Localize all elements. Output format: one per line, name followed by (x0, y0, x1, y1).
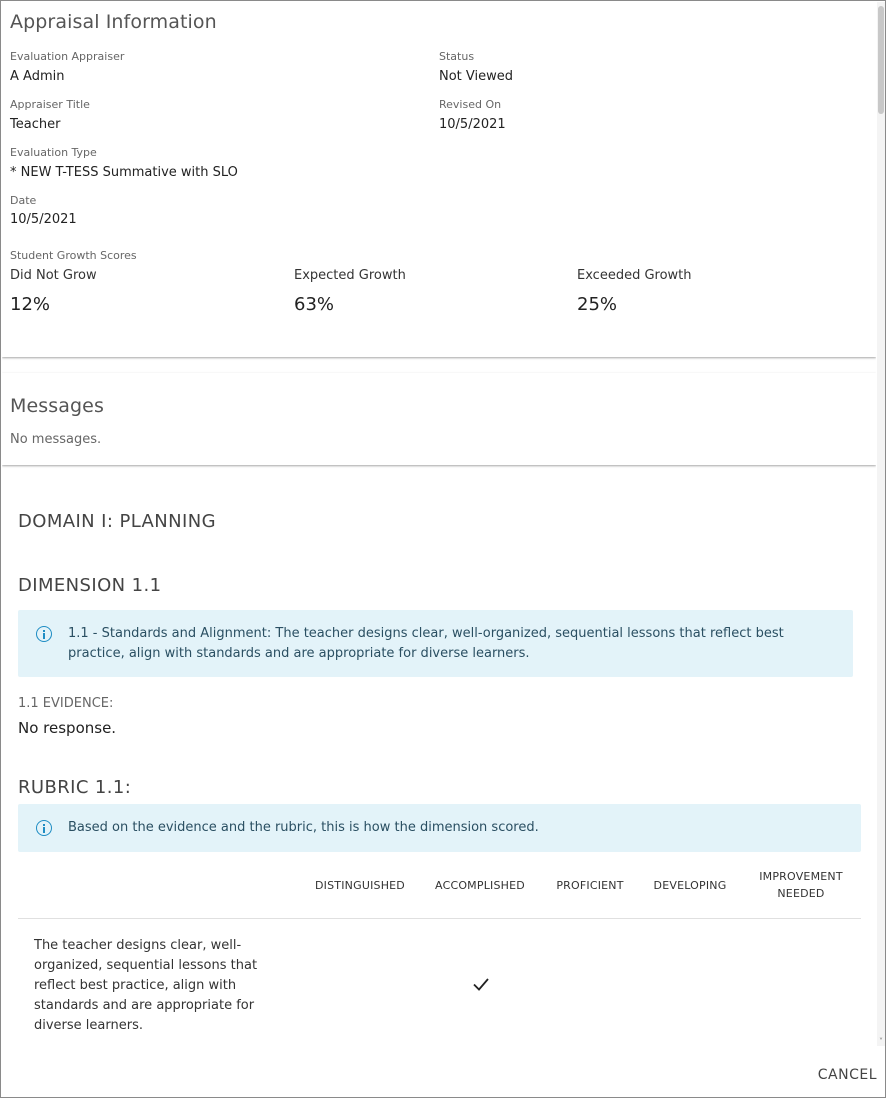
messages-title: Messages (10, 395, 104, 417)
appraiser-title-value: Teacher (10, 117, 61, 132)
rubric-divider (18, 918, 861, 919)
cancel-button[interactable]: CANCEL (817, 1067, 877, 1083)
info-icon (36, 626, 52, 642)
scroll-down-arrow-icon[interactable]: ˅ (879, 1037, 883, 1046)
vertical-scrollbar[interactable] (877, 2, 885, 1046)
rubric-row-text: The teacher designs clear, well-organized, sequential lessons that reflect best practice, align with standards and are appropriate for diverse learners. (34, 938, 258, 1033)
growth-did-not-grow-value: 12% (10, 294, 51, 315)
messages-empty-text: No messages. (10, 432, 102, 447)
dialog-scroll-area[interactable] (2, 2, 876, 1046)
scrollbar-thumb[interactable] (878, 6, 884, 114)
rubric-info-box (18, 804, 861, 852)
growth-expected-value: 63% (294, 294, 335, 315)
messages-card (2, 373, 876, 465)
growth-exceeded-label: Exceeded Growth (577, 268, 692, 283)
appraisal-info-card (2, 2, 876, 357)
evaluation-appraiser-value: A Admin (10, 69, 65, 84)
rubric-info-text: Based on the evidence and the rubric, this is how the dimension scored. (68, 820, 539, 835)
evidence-value: No response. (18, 719, 117, 737)
growth-did-not-grow-label: Did Not Grow (10, 268, 97, 283)
rubric-column-improvement-needed: IMPROVEMENT NEEDED (759, 870, 843, 900)
evaluation-type-label: Evaluation Type (10, 146, 97, 159)
rubric-title: RUBRIC 1.1: (18, 777, 132, 798)
evidence-label: 1.1 EVIDENCE: (18, 696, 114, 711)
checkmark-icon (471, 974, 491, 994)
appraisal-info-title: Appraisal Information (10, 11, 217, 33)
rubric-column-proficient: PROFICIENT (556, 879, 624, 892)
appraiser-title-label: Appraiser Title (10, 98, 90, 111)
status-value: Not Viewed (439, 69, 514, 84)
domain-title: DOMAIN I: PLANNING (18, 511, 216, 532)
student-growth-label: Student Growth Scores (10, 249, 137, 262)
growth-exceeded-value: 25% (577, 294, 618, 315)
evaluation-appraiser-label: Evaluation Appraiser (10, 50, 125, 63)
revised-on-value: 10/5/2021 (439, 117, 506, 132)
dimension-info-text: 1.1 - Standards and Alignment: The teacher designs clear, well-organized, sequential lessons that reflect best practice, align with standards and are appropriate for diverse learners. (68, 626, 784, 661)
date-label: Date (10, 194, 37, 207)
rubric-column-distinguished: DISTINGUISHED (315, 879, 405, 892)
dimension-info-box (18, 610, 853, 677)
dimension-title: DIMENSION 1.1 (18, 575, 162, 596)
rubric-column-accomplished: ACCOMPLISHED (435, 879, 525, 892)
info-icon (36, 820, 52, 836)
revised-on-label: Revised On (439, 98, 502, 111)
rubric-column-developing: DEVELOPING (653, 879, 727, 892)
evaluation-type-value: * NEW T-TESS Summative with SLO (10, 165, 238, 180)
status-label: Status (439, 50, 475, 63)
growth-expected-label: Expected Growth (294, 268, 406, 283)
date-value: 10/5/2021 (10, 212, 77, 227)
